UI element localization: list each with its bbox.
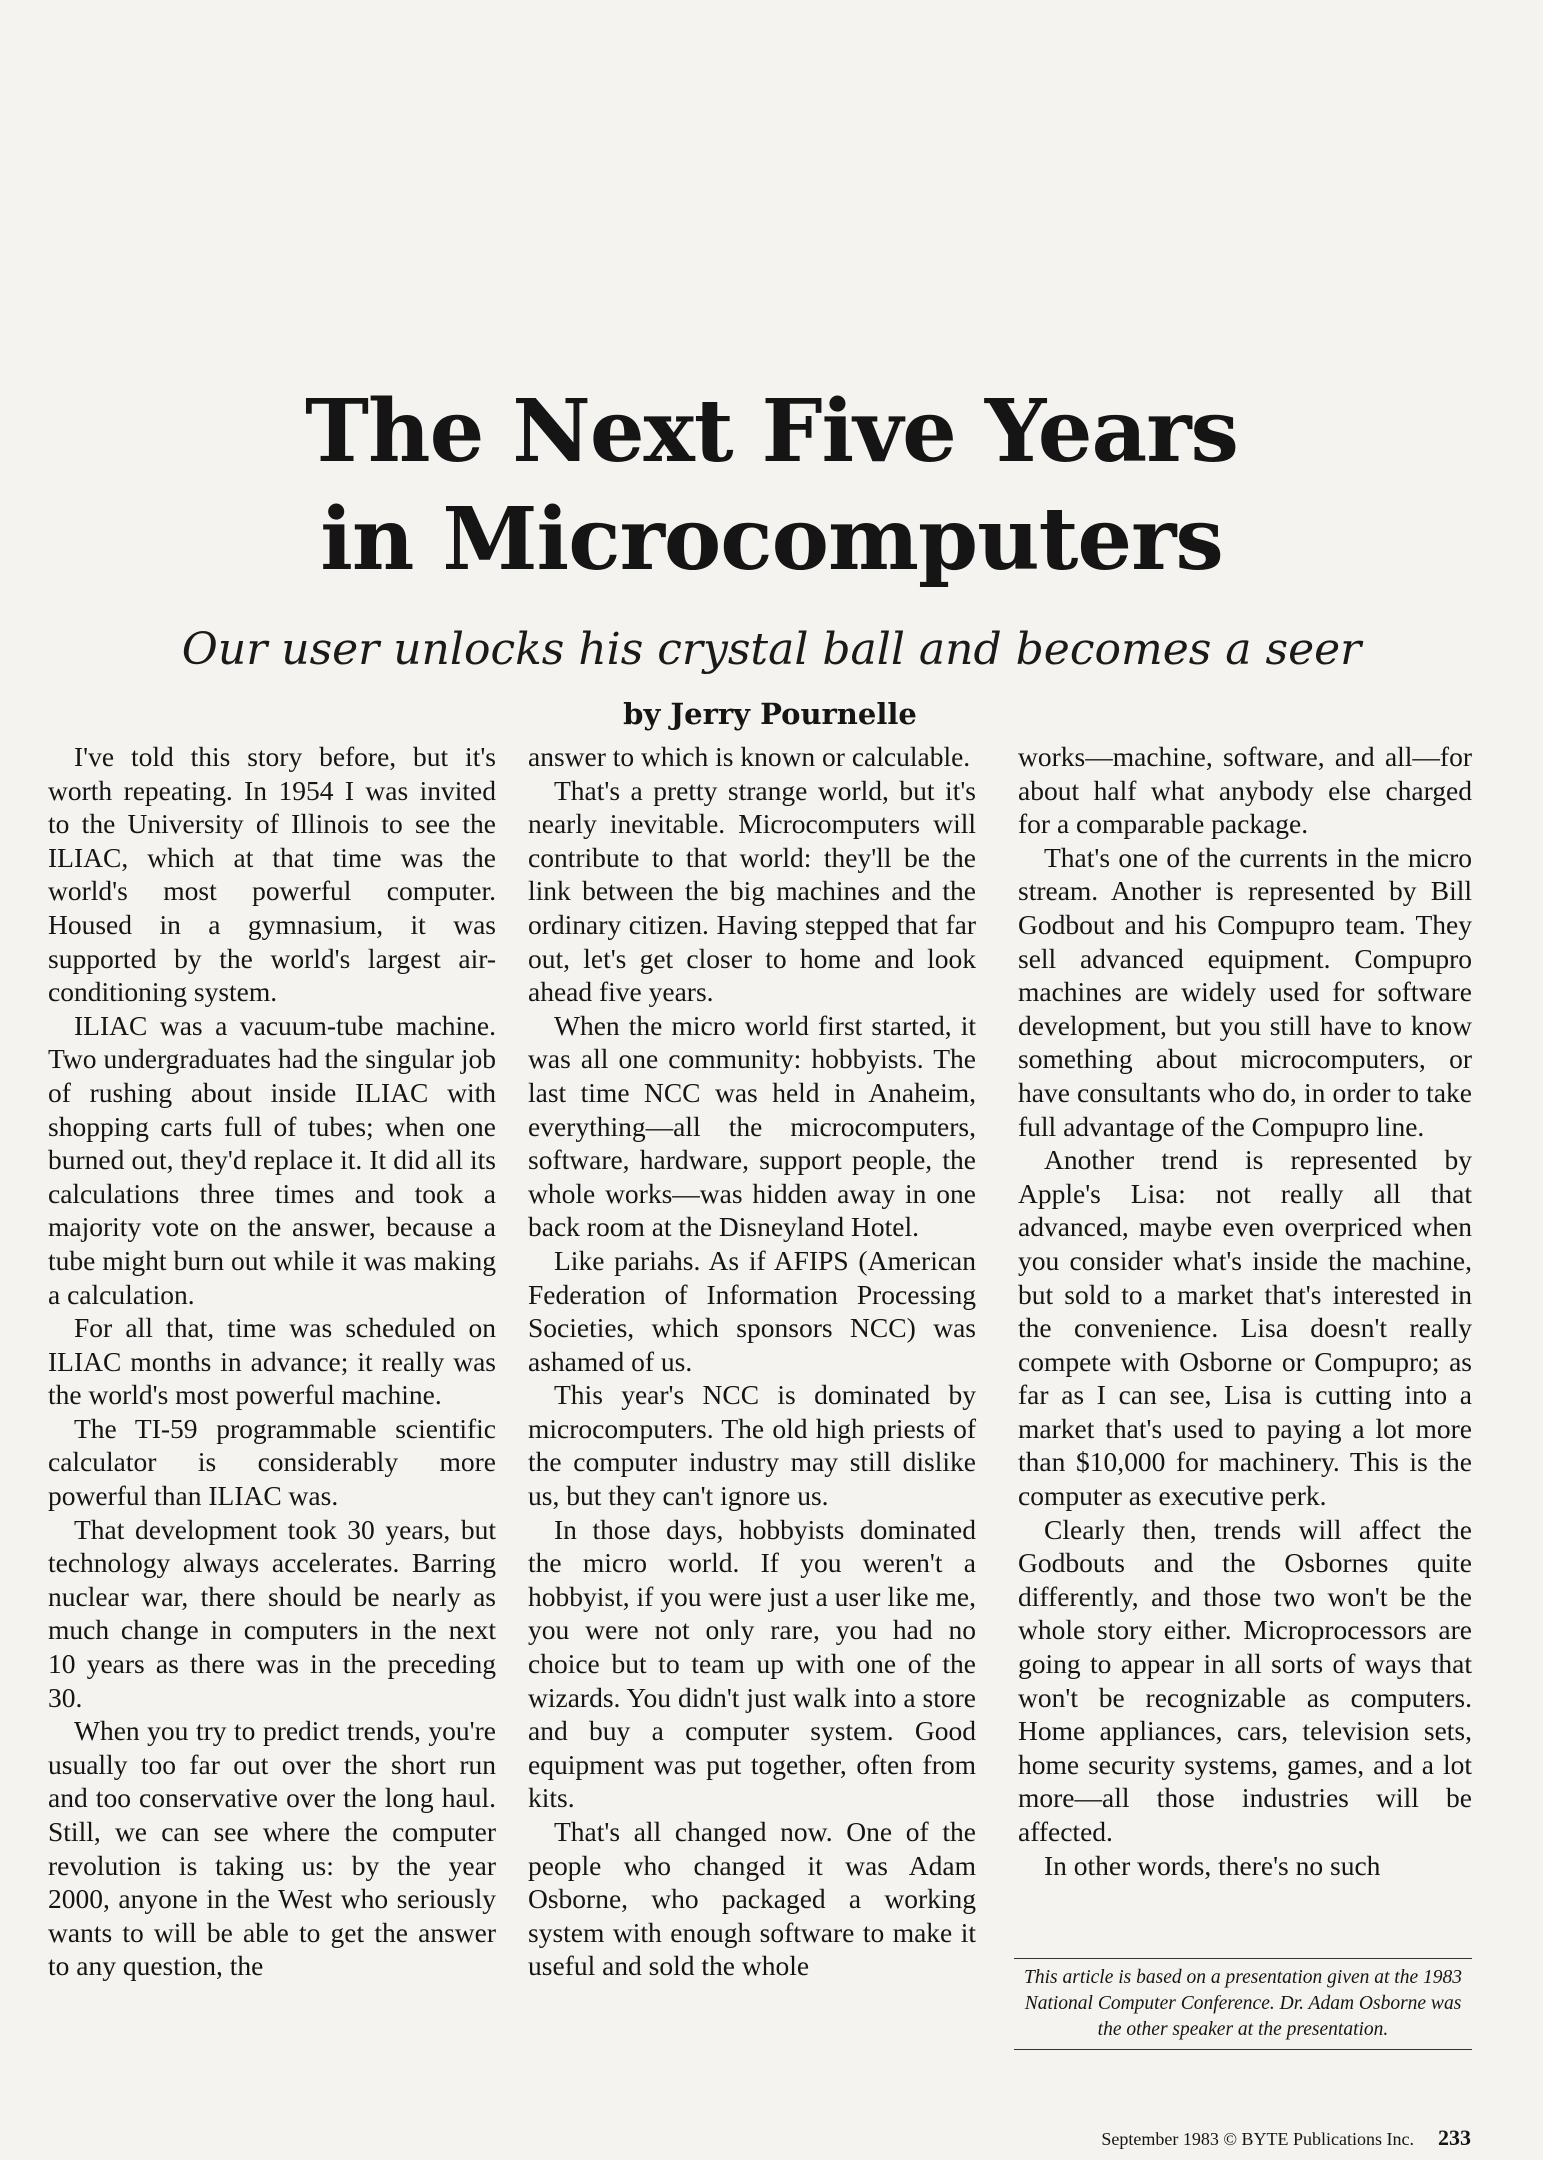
title-line-2: in Microcomputers — [320, 489, 1223, 590]
text-column-1 — [48, 740, 496, 1983]
paragraph: Clearly then, trends will affect the Godbouts and the Osbornes quite differently, and those two won't be the whole story either. Microprocessors are going to appear in all sorts of ways that won't be recognizable as computers. Home appliances, cars, television sets, home security systems, games, and a lot more—all those industries will be affected. — [1018, 1513, 1472, 1847]
paragraph: That development took 30 years, but technology always accelerates. Barring nuclear war, there should be nearly as much change in computers in the next 10 years as there was in the preceding 30. — [48, 1513, 496, 1713]
article-subtitle: Our user unlocks his crystal ball and becomes a seer — [181, 624, 1362, 675]
title-line-1: The Next Five Years — [305, 381, 1238, 482]
paragraph: For all that, time was scheduled on ILIAC months in advance; it really was the world's most powerful machine. — [48, 1312, 496, 1411]
paragraph: This year's NCC is dominated by microcomputers. The old high priests of the computer industry may still dislike us, but they can't ignore us. — [528, 1379, 976, 1512]
paragraph: That's one of the currents in the micro stream. Another is represented by Bill Godbout and his Compupro team. They sell advanced equipment. Compupro machines are widely used for software development, but you still have to know something about microcomputers, or have consultants who do, in order to take full advantage of the Compupro line. — [1018, 841, 1472, 1142]
paragraph: When you try to predict trends, you're usually too far out over the short run and too conservative over the long haul. Still, we can see where the computer revolution is taking us: by the year 2000, anyone in the West who seriously wants to will be able to get the answer to any question, the — [48, 1715, 496, 1982]
issue-credit: September 1983 © BYTE Publications Inc. — [1101, 2129, 1414, 2149]
paragraph: I've told this story before, but it's worth repeating. In 1954 I was invited to the University of Illinois to see the ILIAC, which at that time was the world's most powerful computer. Housed in a gymnasium, it was supported by the world's largest air-conditioning system. — [48, 741, 496, 1008]
paragraph: Like pariahs. As if AFIPS (American Federation of Information Processing Societies, which sponsors NCC) was ashamed of us. — [528, 1244, 976, 1377]
page-number: 233 — [1438, 2125, 1471, 2150]
paragraph: When the micro world first started, it was all one community: hobbyists. The last time NCC was held in Anaheim, everything—all the microcomputers, software, hardware, support people, the whole works—was hidden away in one back room at the Disneyland Hotel. — [528, 1009, 976, 1243]
paragraph: In other words, there's no such — [1044, 1849, 1381, 1881]
paragraph: That's a pretty strange world, but it's nearly inevitable. Microcomputers will contribute to that world: they'll be the link between the big machines and the ordinary citizen. Having stepped that far out, let's get closer to home and look ahead five years. — [528, 774, 976, 1008]
text-column-3 — [1018, 740, 1472, 1882]
paragraph: The TI-59 programmable scientific calculator is considerably more powerful than ILIAC was. — [48, 1412, 496, 1512]
article-title — [0, 378, 1543, 594]
paragraph-continued: works—machine, software, and all—for about half what anybody else charged for a comparable package. — [1018, 741, 1472, 840]
page-footer — [1086, 2124, 1471, 2153]
paragraph: In those days, hobbyists dominated the micro world. If you weren't a hobbyist, if you were just a user like me, you were not only rare, you had no choice but to team up with one of the wizards. You didn't just walk into a store and buy a computer system. Good equipment was put together, often from kits. — [528, 1513, 976, 1814]
paragraph: ILIAC was a vacuum-tube machine. Two undergraduates had the singular job of rushing about inside ILIAC with shopping carts full of tubes; when one burned out, they'd replace it. It did all its calculations three times and took a majority vote on the answer, because a tube might burn out while it was making a calculation. — [48, 1009, 496, 1310]
text-column-2 — [528, 740, 976, 1983]
paragraph-continued: answer to which is known or calculable. — [528, 741, 971, 772]
paragraph: That's all changed now. One of the people who changed it was Adam Osborne, who packaged a working system with enough software to make it useful and sold the whole — [528, 1816, 976, 1982]
presentation-note: This article is based on a presentation given at the 1983 National Computer Conference. Dr. Adam Osborne was the other speaker at the presentation. — [1014, 1958, 1472, 2050]
byline: by Jerry Pournelle — [623, 697, 917, 731]
paragraph: Another trend is represented by Apple's Lisa: not really all that advanced, maybe even overpriced when you consider what's inside the machine, but sold to a market that's interested in the convenience. Lisa doesn't really compete with Osborne or Compupro; as far as I can see, Lisa is cutting into a market that's used to paying a lot more than $10,000 for machinery. This is the computer as executive perk. — [1018, 1144, 1472, 1512]
